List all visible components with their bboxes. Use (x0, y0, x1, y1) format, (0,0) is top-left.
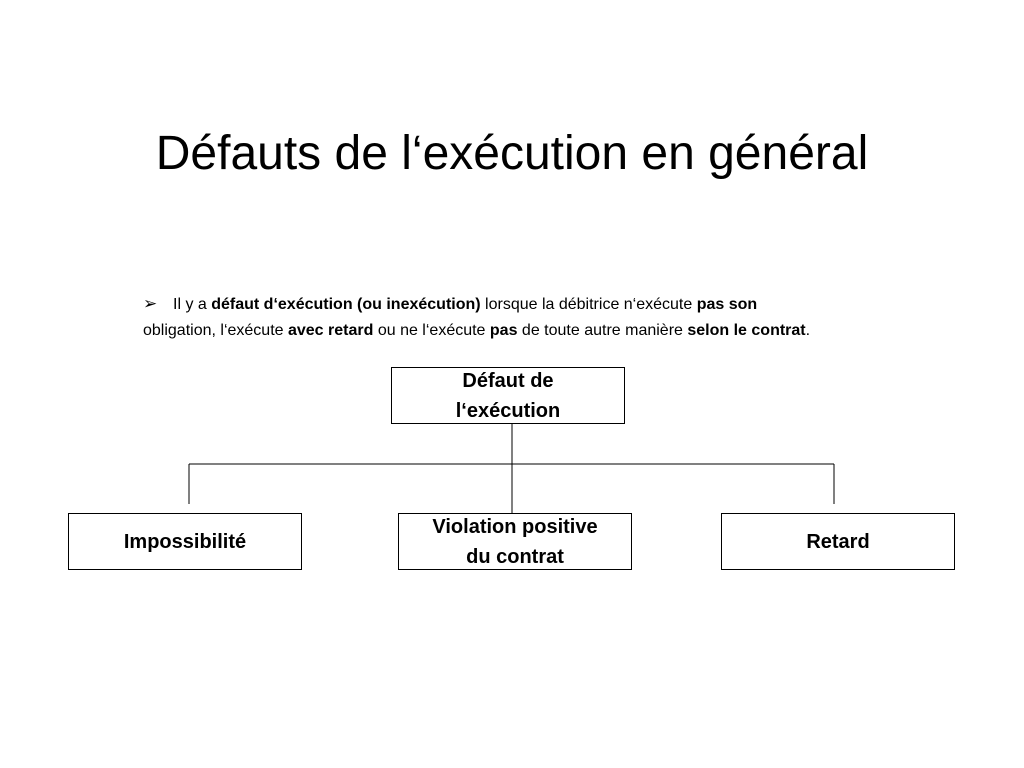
node-label-line1: Violation positive (432, 515, 598, 538)
bullet-segment-bold: défaut d‘exécution (ou inexécution) (211, 296, 481, 313)
bullet-segment: de toute autre manière (517, 322, 688, 339)
bullet-segment: lorsque la débitrice n‘exécute (480, 296, 697, 313)
node-label-line2: du contrat (466, 545, 564, 568)
node-defaut-execution (391, 367, 625, 424)
node-label-line1: Impossibilité (123, 530, 247, 553)
bullet-segment: . (805, 322, 811, 339)
node-label-line2: l‘exécution (455, 399, 561, 422)
bullet-segment-bold: selon le contrat (687, 322, 806, 339)
bullet-segment-bold: pas son (696, 296, 758, 313)
bullet-segment: obligation, l‘exécute (143, 322, 288, 339)
slide-title: Défauts de l‘exécution en général (155, 127, 869, 180)
bullet-segment: ou ne l‘exécute (373, 322, 490, 339)
arrow-bullet-icon: ➢ (143, 294, 158, 313)
node-impossibilite (68, 513, 302, 570)
node-label-line1: Défaut de (462, 369, 554, 392)
node-retard (721, 513, 955, 570)
node-violation-positive (398, 513, 632, 570)
node-label-line1: Retard (806, 530, 870, 553)
bullet-segment: Il y a (173, 296, 212, 313)
bullet-segment-bold: avec retard (287, 322, 374, 339)
bullet-segment-bold: pas (489, 322, 518, 339)
